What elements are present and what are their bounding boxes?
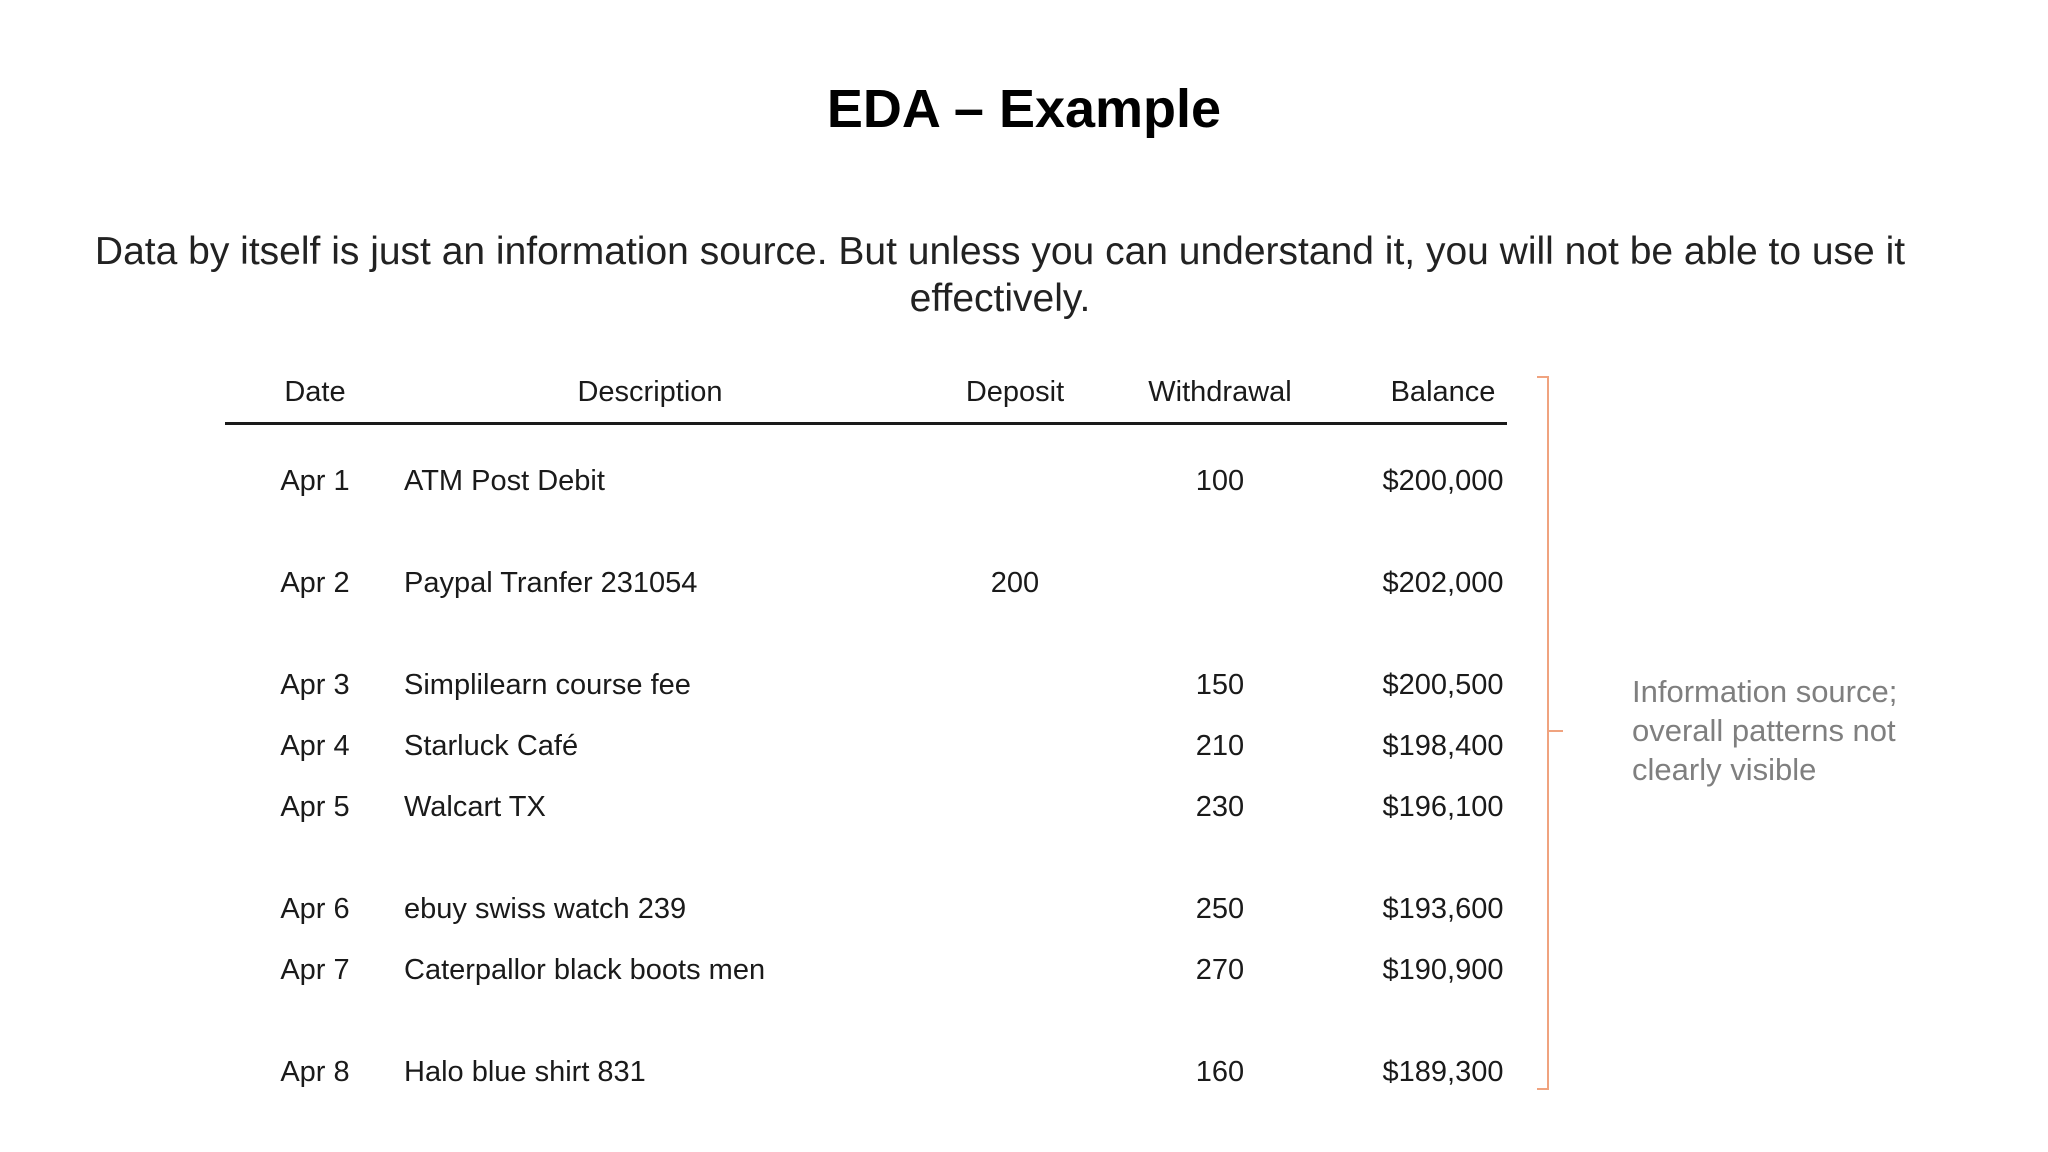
cell-date: Apr 7	[280, 954, 350, 986]
cell-date: Apr 3	[280, 669, 350, 701]
header-description: Description	[577, 376, 723, 408]
cell-description: Walcart TX	[404, 791, 546, 823]
cell-date: Apr 8	[280, 1056, 350, 1088]
header-withdrawal: Withdrawal	[1148, 376, 1292, 408]
table-row	[225, 465, 1507, 505]
cell-withdrawal: 250	[1195, 893, 1245, 925]
cell-description: ebuy swiss watch 239	[404, 893, 687, 925]
header-date: Date	[284, 376, 346, 408]
cell-description: Starluck Café	[404, 730, 579, 762]
cell-date: Apr 4	[280, 730, 350, 762]
table-row	[225, 791, 1507, 831]
cell-description: Caterpallor black boots men	[404, 954, 766, 986]
header-balance: Balance	[1390, 376, 1496, 408]
cell-withdrawal: 150	[1195, 669, 1245, 701]
table-row	[225, 893, 1507, 933]
slide-title: EDA – Example	[826, 79, 1222, 139]
cell-deposit: 200	[990, 567, 1040, 599]
transactions-table	[225, 370, 1507, 1125]
cell-balance: $196,100	[1382, 791, 1504, 823]
cell-withdrawal: 270	[1195, 954, 1245, 986]
cell-date: Apr 2	[280, 567, 350, 599]
table-header	[225, 370, 1507, 425]
annotation-note: Information source; overall patterns not clearly visible	[1632, 674, 1898, 787]
cell-date: Apr 1	[280, 465, 350, 497]
cell-description: ATM Post Debit	[404, 465, 605, 497]
cell-date: Apr 6	[280, 893, 350, 925]
bracket-tick	[1549, 730, 1563, 732]
cell-withdrawal: 230	[1195, 791, 1245, 823]
cell-withdrawal: 210	[1195, 730, 1245, 762]
cell-balance: $202,000	[1382, 567, 1504, 599]
cell-withdrawal: 160	[1195, 1056, 1245, 1088]
table-body	[225, 425, 1507, 1125]
cell-balance: $193,600	[1382, 893, 1504, 925]
header-deposit: Deposit	[965, 376, 1065, 408]
cell-balance: $200,500	[1382, 669, 1504, 701]
slide-subtitle: Data by itself is just an information source. But unless you can understand it, you will not be able to use it effectively.	[94, 230, 1906, 320]
table-row	[225, 567, 1507, 607]
cell-balance: $200,000	[1382, 465, 1504, 497]
table-row	[225, 730, 1507, 770]
cell-withdrawal: 100	[1195, 465, 1245, 497]
cell-balance: $190,900	[1382, 954, 1504, 986]
table-row	[225, 1056, 1507, 1096]
cell-description: Simplilearn course fee	[404, 669, 691, 701]
cell-balance: $189,300	[1382, 1056, 1504, 1088]
table-row	[225, 669, 1507, 709]
cell-date: Apr 5	[280, 791, 350, 823]
cell-description: Paypal Tranfer 231054	[404, 567, 698, 599]
cell-balance: $198,400	[1382, 730, 1504, 762]
cell-description: Halo blue shirt 831	[404, 1056, 646, 1088]
curly-bracket	[1537, 376, 1549, 1090]
table-row	[225, 954, 1507, 994]
